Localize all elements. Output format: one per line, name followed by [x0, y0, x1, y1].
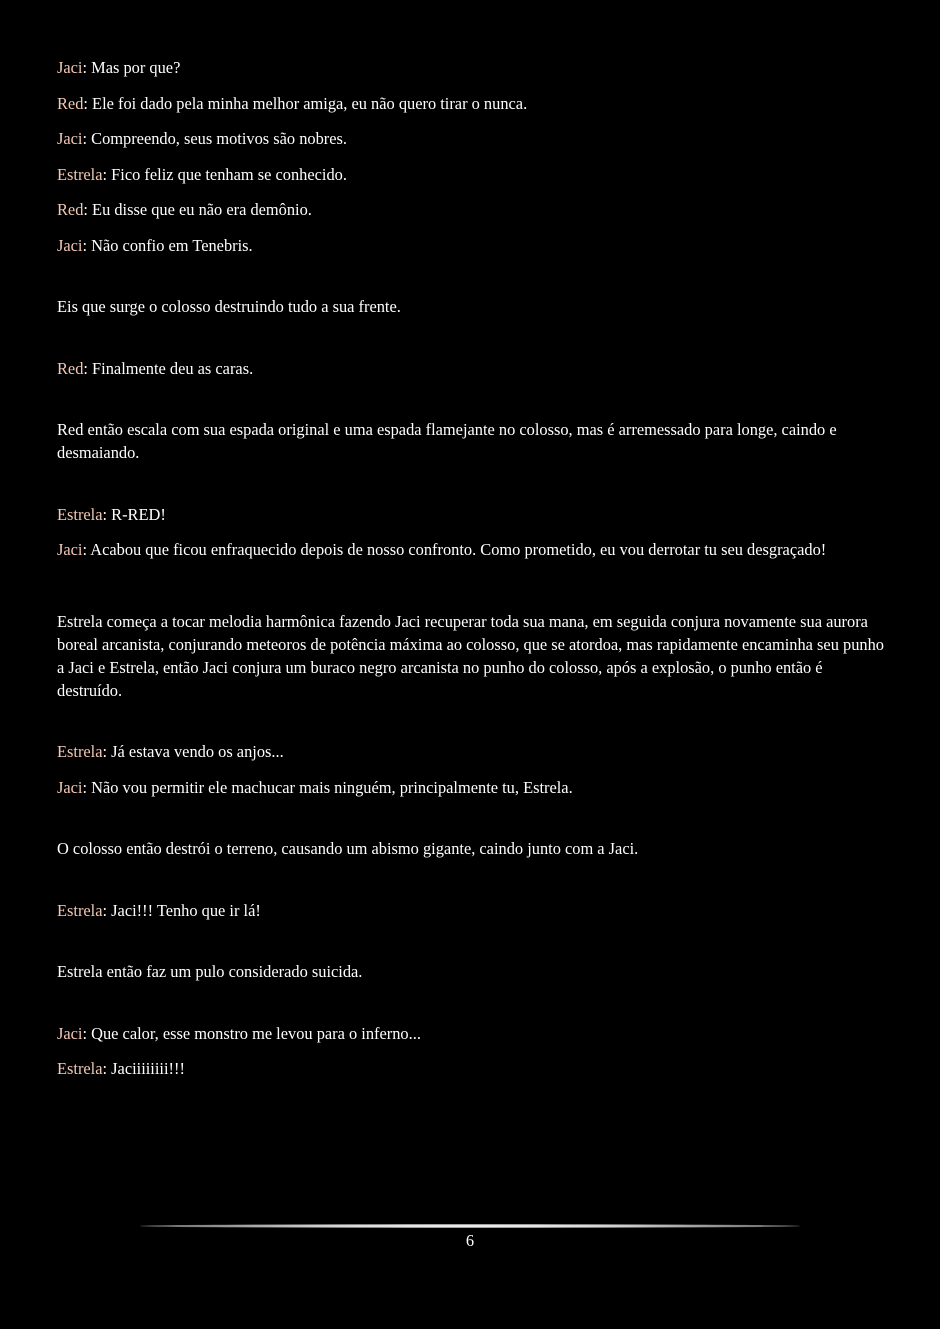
speaker-name: Jaci [57, 777, 83, 797]
speaker-name: Red [57, 358, 84, 378]
speaker-name: Red [57, 93, 84, 113]
speaker-name: Red [57, 200, 84, 219]
speaker-name: Estrela [57, 504, 103, 524]
dialogue-text: : Finalmente deu as caras. [83, 358, 254, 378]
dialogue-line [57, 163, 887, 186]
dialogue-line [57, 127, 887, 150]
dialogue-line [57, 538, 887, 561]
dialogue-text: : Ele foi dado pela minha melhor amiga, eu não quero tirar o nunca. [83, 93, 528, 113]
dialogue-text: : Jaciiiiiiii!!! [102, 1059, 185, 1078]
speaker-name: Jaci [57, 129, 83, 148]
speaker-name: Estrela [57, 900, 103, 920]
dialogue-text: : Não confio em Tenebris. [82, 235, 253, 255]
dialogue-text: : Compreendo, seus motivos são nobres. [82, 129, 347, 148]
speaker-name: Jaci [57, 58, 83, 77]
dialogue-line [57, 198, 887, 221]
narration-paragraph: Estrela começa a tocar melodia harmônica fazendo Jaci recuperar toda sua mana, em seguida conjura novamente sua aurora boreal arcanista, conjurando meteoros de potência máxima ao colosso, que se atordoa, mas rapidamente encaminha seu punho a Jaci e Estrela, então Jaci conjura um buraco negro arcanista no punho do colosso, após a explosão, o punho então é destruído. [57, 611, 884, 700]
narration-paragraph: Estrela então faz um pulo considerado suicida. [57, 962, 363, 981]
dialogue-line [57, 740, 887, 763]
dialogue-line [57, 1022, 887, 1045]
speaker-name: Estrela [57, 164, 103, 184]
page-number: 6 [465, 1231, 475, 1250]
narration-paragraph: Red então escala com sua espada original e uma espada flamejante no colosso, mas é arremessado para longe, caindo e desmaiando. [57, 420, 837, 462]
dialogue-text: : R-RED! [102, 504, 166, 524]
dialogue-text: : Jaci!!! Tenho que ir lá! [102, 900, 261, 920]
narration-paragraph: Eis que surge o colosso destruindo tudo a sua frente. [57, 297, 401, 316]
dialogue-text: : Fico feliz que tenham se conhecido. [102, 164, 347, 184]
dialogue-line [57, 56, 887, 79]
dialogue-line [57, 92, 887, 115]
dialogue-line [57, 234, 887, 257]
page-body [57, 56, 887, 1093]
dialogue-line [57, 899, 887, 922]
dialogue-text: : Já estava vendo os anjos... [102, 742, 284, 761]
speaker-name: Jaci [57, 235, 83, 255]
dialogue-text: : Mas por que? [82, 58, 181, 77]
dialogue-text: : Eu disse que eu não era demônio. [83, 200, 312, 219]
speaker-name: Estrela [57, 742, 103, 761]
dialogue-text: : Não vou permitir ele machucar mais ninguém, principalmente tu, Estrela. [82, 777, 573, 797]
dialogue-text: : Que calor, esse monstro me levou para o inferno... [82, 1023, 421, 1043]
speaker-name: Estrela [57, 1059, 103, 1078]
dialogue-line [57, 776, 887, 799]
dialogue-line [57, 1057, 887, 1080]
narration-paragraph: O colosso então destrói o terreno, causando um abismo gigante, caindo junto com a Jaci. [57, 839, 639, 858]
dialogue-text: : Acabou que ficou enfraquecido depois de nosso confronto. Como prometido, eu vou derrotar tu seu desgraçado! [82, 540, 827, 559]
speaker-name: Jaci [57, 540, 83, 559]
dialogue-line [57, 503, 887, 526]
speaker-name: Jaci [57, 1023, 83, 1043]
dialogue-line [57, 357, 887, 380]
footer-divider [140, 1224, 800, 1228]
